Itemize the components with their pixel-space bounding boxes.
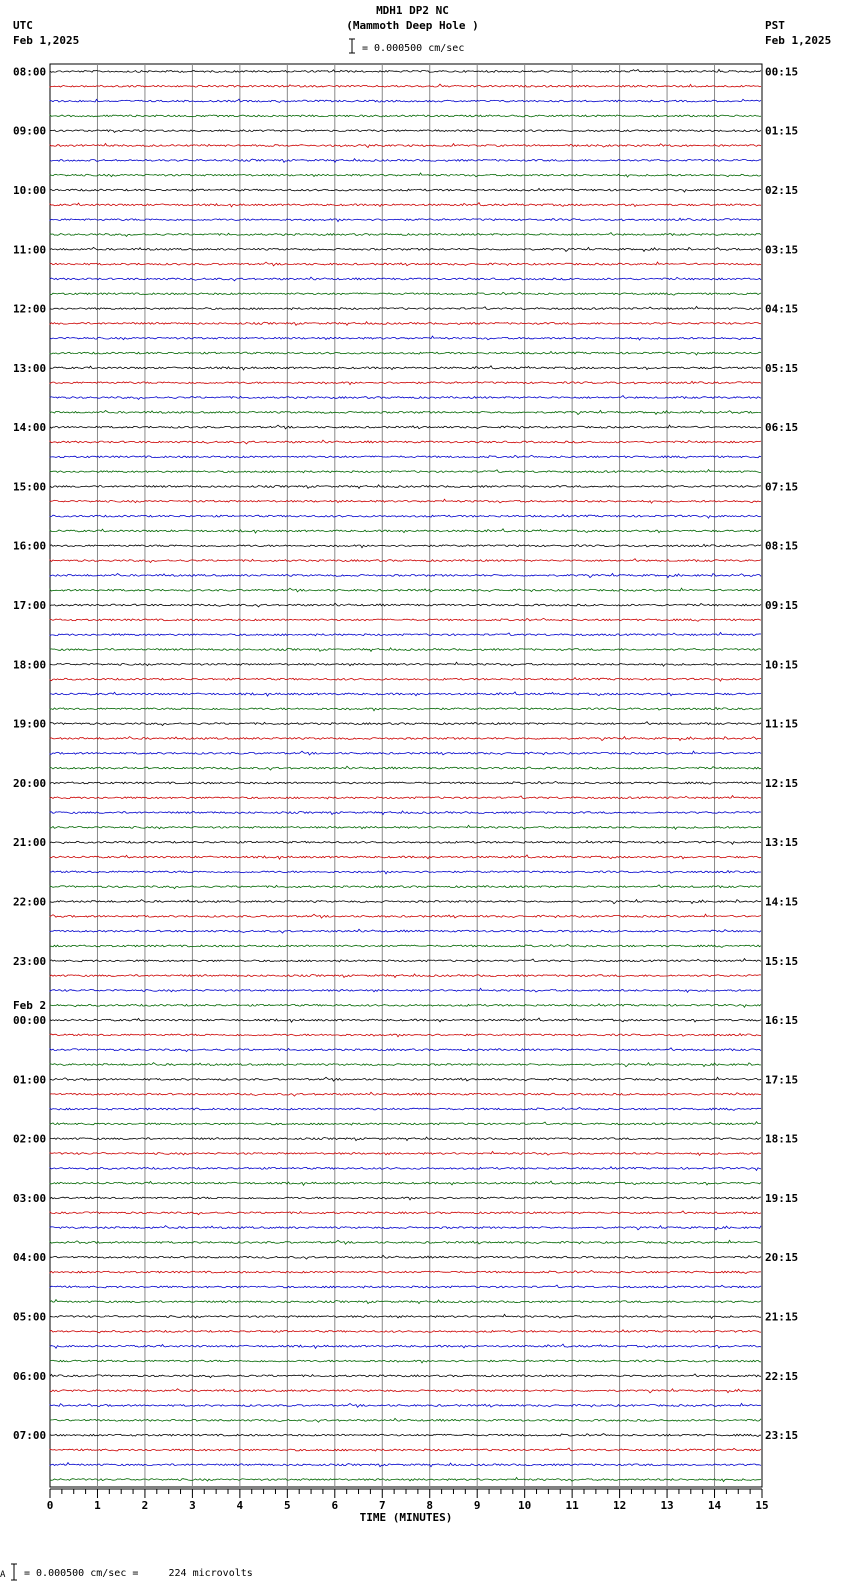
utc-hour-label: 19:00 — [13, 717, 47, 731]
trace-line — [50, 618, 761, 621]
pst-hour-label: 03:15 — [765, 243, 799, 257]
pst-hour-label: 04:15 — [765, 302, 799, 316]
pst-hour-label: 08:15 — [765, 539, 799, 553]
trace-line — [50, 1389, 761, 1393]
x-tick-label: 5 — [284, 1499, 291, 1512]
trace-line — [50, 1048, 761, 1052]
utc-hour-label: 16:00 — [13, 539, 47, 553]
trace-line — [50, 900, 761, 904]
trace-line — [50, 396, 761, 400]
trace-line — [50, 188, 761, 192]
x-tick-label: 15 — [755, 1499, 769, 1512]
trace-line — [50, 1360, 761, 1363]
utc-hour-label: 05:00 — [13, 1310, 47, 1324]
trace-line — [50, 811, 761, 815]
trace-line — [50, 455, 761, 458]
trace-line — [50, 1181, 761, 1185]
footer-scale-prefix: A — [0, 1570, 6, 1580]
pst-hour-label: 15:15 — [765, 954, 799, 968]
trace-line — [50, 99, 761, 102]
utc-hour-label: 10:00 — [13, 184, 47, 197]
trace-line — [50, 1478, 761, 1482]
trace-line — [50, 173, 761, 177]
pst-hour-label: 22:15 — [765, 1369, 799, 1383]
trace-line — [50, 1167, 761, 1171]
trace-line — [50, 529, 761, 533]
trace-line — [50, 988, 761, 992]
trace-line — [50, 678, 761, 682]
trace-line — [50, 1240, 761, 1244]
trace-line — [50, 351, 761, 355]
pst-hour-label: 09:15 — [765, 599, 799, 612]
trace-line — [50, 1434, 761, 1437]
trace-line — [50, 1197, 761, 1200]
x-tick-label: 12 — [612, 1499, 627, 1512]
trace-line — [50, 69, 761, 72]
trace-line — [50, 871, 761, 874]
x-tick-label: 7 — [378, 1499, 386, 1512]
utc-hour-label: 23:00 — [13, 954, 47, 968]
utc-hour-label: 21:00 — [13, 836, 47, 850]
pst-hour-label: 05:15 — [765, 361, 799, 375]
trace-line — [50, 1330, 761, 1333]
utc-hour-label: 22:00 — [13, 895, 47, 909]
trace-line — [50, 574, 761, 578]
trace-line — [50, 1018, 761, 1022]
pst-hour-label: 10:15 — [765, 658, 799, 672]
x-tick-label: 4 — [236, 1499, 244, 1512]
trace-line — [50, 1004, 761, 1008]
trace-line — [50, 1108, 761, 1111]
trace-line — [50, 306, 761, 309]
trace-line — [50, 411, 761, 415]
utc-hour-label: 08:00 — [13, 65, 47, 79]
x-tick-label: 6 — [331, 1499, 339, 1512]
trace-line — [50, 485, 761, 489]
pst-hour-label: 11:15 — [765, 717, 799, 731]
pst-hour-label: 16:15 — [765, 1014, 799, 1028]
trace-line — [50, 885, 761, 889]
pst-hour-label: 17:15 — [765, 1073, 799, 1087]
trace-line — [50, 796, 761, 799]
trace-line — [50, 322, 761, 326]
trace-line — [50, 1077, 761, 1081]
pst-hour-label: 23:15 — [765, 1429, 799, 1443]
trace-line — [50, 1448, 761, 1451]
trace-line — [50, 841, 761, 845]
pst-hour-label: 07:15 — [765, 480, 799, 494]
pst-hour-label: 01:15 — [765, 124, 799, 138]
trace-line — [50, 440, 761, 444]
trace-line — [50, 855, 761, 859]
date-change-label: Feb 2 — [13, 999, 47, 1013]
x-tick-label: 11 — [565, 1499, 579, 1512]
trace-line — [50, 1255, 761, 1259]
trace-line — [50, 1271, 761, 1274]
x-tick-label: 8 — [426, 1499, 434, 1512]
utc-hour-label: 20:00 — [13, 776, 47, 790]
trace-line — [50, 1418, 761, 1422]
trace-line — [50, 707, 761, 710]
utc-hour-label: 11:00 — [13, 243, 47, 257]
pst-hour-label: 19:15 — [765, 1192, 799, 1205]
trace-line — [50, 159, 761, 163]
trace-line — [50, 722, 761, 726]
trace-line — [50, 381, 761, 384]
plot-frame — [50, 64, 762, 1487]
trace-line — [50, 247, 761, 251]
trace-line — [50, 974, 761, 978]
pst-hour-label: 13:15 — [765, 836, 799, 850]
pst-hour-label: 12:15 — [765, 776, 799, 790]
pst-hour-label: 06:15 — [765, 421, 799, 435]
trace-line — [50, 559, 761, 563]
trace-line — [50, 1463, 761, 1467]
trace-line — [50, 425, 761, 429]
pst-hour-label: 18:15 — [765, 1132, 799, 1146]
utc-hour-label: 03:00 — [13, 1192, 47, 1205]
trace-line — [50, 499, 761, 503]
trace-line — [50, 1137, 761, 1141]
trace-line — [50, 1063, 761, 1067]
trace-line — [50, 662, 761, 666]
utc-hour-label: 18:00 — [13, 658, 47, 672]
trace-line — [50, 737, 761, 741]
trace-line — [50, 781, 761, 784]
pst-hour-label: 14:15 — [765, 895, 799, 909]
station-subtitle: (Mammoth Deep Hole ) — [346, 19, 479, 32]
trace-line — [50, 1034, 761, 1037]
x-tick-label: 10 — [518, 1499, 532, 1512]
x-tick-label: 1 — [94, 1499, 101, 1512]
left-timezone: UTC — [13, 19, 33, 32]
trace-line — [50, 944, 761, 947]
trace-line — [50, 115, 761, 117]
trace-line — [50, 262, 761, 266]
trace-line — [50, 825, 761, 829]
trace-line — [50, 914, 761, 918]
x-axis-label: TIME (MINUTES) — [359, 1511, 453, 1524]
trace-line — [50, 336, 761, 340]
utc-hour-label: 04:00 — [13, 1251, 47, 1265]
trace-line — [50, 633, 761, 636]
trace-line — [50, 1344, 761, 1348]
utc-hour-label: 01:00 — [13, 1073, 47, 1087]
x-tick-label: 9 — [473, 1499, 481, 1512]
trace-line — [50, 1374, 761, 1378]
trace-line — [50, 218, 761, 221]
trace-line — [50, 292, 761, 295]
trace-line — [50, 692, 761, 696]
trace-line — [50, 1122, 761, 1125]
trace-line — [50, 84, 761, 87]
x-tick-label: 0 — [46, 1499, 54, 1512]
utc-hour-label: 17:00 — [13, 599, 47, 612]
pst-hour-label: 20:15 — [765, 1251, 799, 1265]
pst-hour-label: 00:15 — [765, 65, 799, 79]
utc-hour-label: 14:00 — [13, 421, 47, 435]
utc-hour-label: 06:00 — [13, 1369, 47, 1383]
utc-hour-label: 09:00 — [13, 124, 47, 138]
trace-line — [50, 603, 761, 607]
trace-line — [50, 1285, 761, 1288]
utc-hour-label: 15:00 — [13, 480, 47, 494]
trace-line — [50, 1151, 761, 1155]
station-title: MDH1 DP2 NC — [376, 4, 449, 17]
trace-line — [50, 130, 761, 133]
scale-label: = 0.000500 cm/sec — [362, 43, 465, 54]
footer-scale-label: = 0.000500 cm/sec = 224 microvolts — [24, 1568, 253, 1579]
trace-line — [50, 588, 761, 592]
trace-line — [50, 1226, 761, 1230]
utc-hour-label: 13:00 — [13, 361, 47, 375]
utc-hour-label: 00:00 — [13, 1014, 47, 1028]
trace-line — [50, 1300, 761, 1304]
pst-hour-label: 21:15 — [765, 1310, 799, 1324]
left-date: Feb 1,2025 — [13, 34, 80, 47]
trace-line — [50, 1211, 761, 1215]
pst-hour-label: 02:15 — [765, 184, 799, 197]
trace-line — [50, 766, 761, 770]
utc-hour-label: 02:00 — [13, 1132, 47, 1146]
trace-line — [50, 929, 761, 933]
trace-line — [50, 277, 761, 281]
trace-line — [50, 751, 761, 755]
trace-line — [50, 1092, 761, 1096]
trace-line — [50, 648, 761, 652]
trace-line — [50, 515, 761, 519]
utc-hour-label: 07:00 — [13, 1429, 47, 1443]
right-timezone: PST — [765, 19, 785, 32]
trace-line — [50, 959, 761, 962]
x-tick-label: 2 — [141, 1499, 149, 1512]
trace-line — [50, 203, 761, 207]
right-date: Feb 1,2025 — [765, 34, 832, 47]
trace-line — [50, 366, 761, 370]
x-tick-label: 13 — [660, 1499, 674, 1512]
trace-line — [50, 470, 761, 473]
utc-hour-label: 12:00 — [13, 302, 47, 316]
trace-line — [50, 544, 761, 547]
x-tick-label: 3 — [189, 1499, 196, 1512]
trace-line — [50, 1314, 761, 1318]
footer-scale-bar-icon — [9, 1563, 19, 1581]
trace-line — [50, 144, 761, 148]
trace-line — [50, 1403, 761, 1407]
x-tick-label: 14 — [707, 1499, 722, 1512]
trace-line — [50, 233, 761, 237]
